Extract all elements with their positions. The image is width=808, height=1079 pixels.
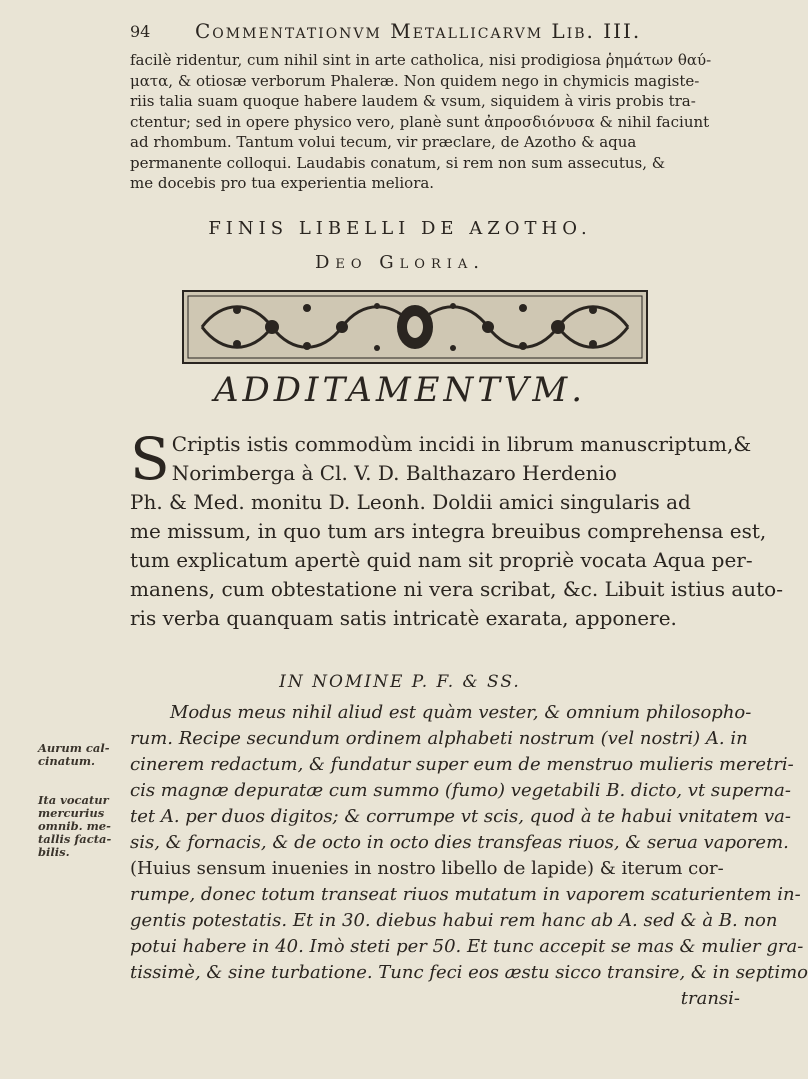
text-line: tet A. per duos digitos; & corrumpe vt scis, quod à te habui vnitatem va- — [130, 806, 791, 827]
running-title: Commentationvm Metallicarvm Lib. III. — [195, 19, 642, 43]
text-line: ctentur; sed in opere physico vero, planè sunt ἀπροσδιόνυσα & nihil faciunt — [130, 112, 710, 131]
text-line: permanente colloqui. Laudabis conatum, si rem non sum assecutus, & — [130, 153, 666, 172]
text-line: rumpe, donec totum transeat riuos mutatum in vaporem scaturientem in- — [130, 884, 801, 905]
text-line: Norimberga à Cl. V. D. Balthazaro Herdenio — [171, 461, 617, 485]
text-line: Modus meus nihil aliud est quàm vester, & omnium philosopho- — [170, 702, 752, 723]
page-header — [120, 14, 720, 50]
finis-line: FINIS LIBELLI DE AZOTHO. — [208, 218, 592, 239]
text-line: Criptis istis commodùm incidi in librum manuscriptum,& — [171, 432, 752, 456]
text-line: me missum, in quo tum ars integra breuibus comprehensa est, — [130, 519, 767, 543]
text-line: cis magnæ depuratæ cum summo (fumo) vegetabili B. dicto, vt superna- — [130, 780, 791, 801]
margin-note-line: cinatum. — [38, 754, 96, 768]
text-line: tissimè, & sine turbatione. Tunc feci eos æstu sicco transire, & in septimo — [130, 962, 808, 983]
margin-note-mercurius — [38, 794, 111, 859]
text-line: cinerem redactum, & fundatur super eum de menstruo mulieris meretri- — [130, 754, 794, 775]
text-line: ris verba quanquam satis intricatè exarata, apponere. — [130, 606, 677, 630]
page-number: 94 — [130, 22, 151, 41]
margin-note-line: Aurum cal- — [38, 741, 110, 755]
text-line: (Huius sensum inuenies in nostro libello de lapide) & iterum cor- — [130, 858, 724, 879]
text-line: ad rhombum. Tantum volui tecum, vir præclare, de Azotho & aqua — [130, 133, 637, 151]
addendum-title: ADDITAMENTVM. — [213, 370, 587, 410]
text-line: sis, & fornacis, & de octo in octo dies transfeas riuos, & serua vaporem. — [130, 832, 789, 853]
catchword: transi- — [680, 988, 740, 1009]
text-line: me docebis pro tua experientia meliora. — [130, 174, 435, 192]
margin-note-line: mercurius — [38, 806, 105, 820]
text-line: gentis potestatis. Et in 30. diebus habui rem hanc ab A. sed & à B. non — [130, 910, 778, 931]
ornamental-headpiece — [182, 290, 648, 364]
text-line: manens, cum obtestatione ni vera scribat, &c. Libuit istius auto- — [130, 577, 783, 601]
margin-note-line: Ita vocatur — [38, 793, 109, 807]
drop-cap: S — [130, 425, 170, 493]
margin-note-aurum — [38, 742, 109, 768]
text-line: ματα, & otiosæ verborum Phaleræ. Non quidem nego in chymicis magiste- — [130, 71, 700, 90]
deo-gloria-line: Deo Gloria. — [314, 252, 485, 273]
text-line: Ph. & Med. monitu D. Leonh. Doldii amici singularis ad — [130, 490, 691, 514]
text-line: tum explicatum apertè quid nam sit propriè vocata Aqua per- — [130, 548, 753, 572]
recipe-text — [130, 700, 808, 1012]
invocation-heading: IN NOMINE P. F. & SS. — [279, 672, 521, 692]
text-line: riis talia suam quoque habere laudem & vsum, siquidem à viris probis tra- — [130, 92, 696, 110]
closing-paragraph — [130, 50, 730, 194]
margin-note-line: bilis. — [38, 845, 70, 859]
addendum-body — [130, 425, 783, 633]
margin-note-line: omnib. me- — [38, 819, 111, 833]
text-line: facilè ridentur, cum nihil sint in arte catholica, nisi prodigiosa ῥημάτων θαύ- — [130, 51, 712, 69]
text-line: potui habere in 40. Imò steti per 50. Et tunc accepit se mas & mulier gra- — [130, 936, 804, 957]
text-line: rum. Recipe secundum ordinem alphabeti nostrum (vel nostri) A. in — [130, 728, 748, 749]
margin-note-line: tallis facta- — [38, 832, 112, 846]
